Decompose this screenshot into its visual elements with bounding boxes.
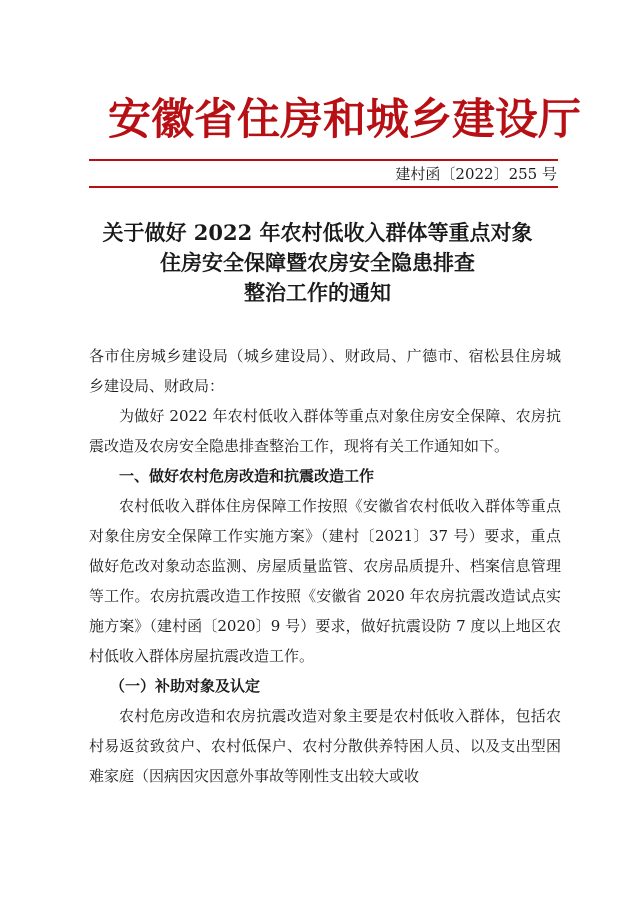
section-heading: 一、做好农村危房改造和抗震改造工作: [119, 467, 375, 485]
title-line-3: 整治工作的通知: [244, 280, 391, 305]
subsection-heading: （一）补助对象及认定: [110, 677, 261, 695]
header-rule-bottom: [89, 186, 558, 188]
document-number: 建村函〔2022〕255 号: [395, 165, 557, 183]
title-line-1: 关于做好 2022 年农村低收入群体等重点对象: [102, 220, 533, 245]
document-body: [89, 341, 561, 791]
recipients-paragraph: 各市住房城乡建设局（城乡建设局）、财政局、广德市、宿松县住房城乡建设局、财政局：: [89, 347, 561, 395]
issuing-organization: 安徽省住房和城乡建设厅: [108, 95, 581, 145]
subsection-paragraph: 农村危房改造和农房抗震改造对象主要是农村低收入群体，包括农村易返贫致贫户、农村低保户、农村分散供养特困人员、以及支出型困难家庭（因病因灾因意外事故等刚性支出较大或收: [89, 707, 561, 785]
header-rule-top: [89, 159, 558, 161]
intro-paragraph: 为做好 2022 年农村低收入群体等重点对象住房安全保障、农房抗震改造及农房安全隐患排查整治工作，现将有关工作通知如下。: [89, 407, 561, 455]
title-line-2: 住房安全保障暨农房安全隐患排查: [160, 250, 475, 275]
document-title: [60, 218, 575, 308]
document-header: [0, 86, 635, 196]
section-paragraph: 农村低收入群体住房保障工作按照《安徽省农村低收入群体等重点对象住房安全保障工作实施方案》（建村〔2021〕37 号）要求，重点做好危改对象动态监测、房屋质量监管、农房品质提升、档案信息管理等工作。农房抗震改造工作按照《安徽省 2020 年农房抗震改造试点实施方案》（建村函〔2020〕9 号）要求，做好抗震设防 7 度以上地区农村低收入群体房屋抗震改造工作。: [89, 497, 561, 665]
